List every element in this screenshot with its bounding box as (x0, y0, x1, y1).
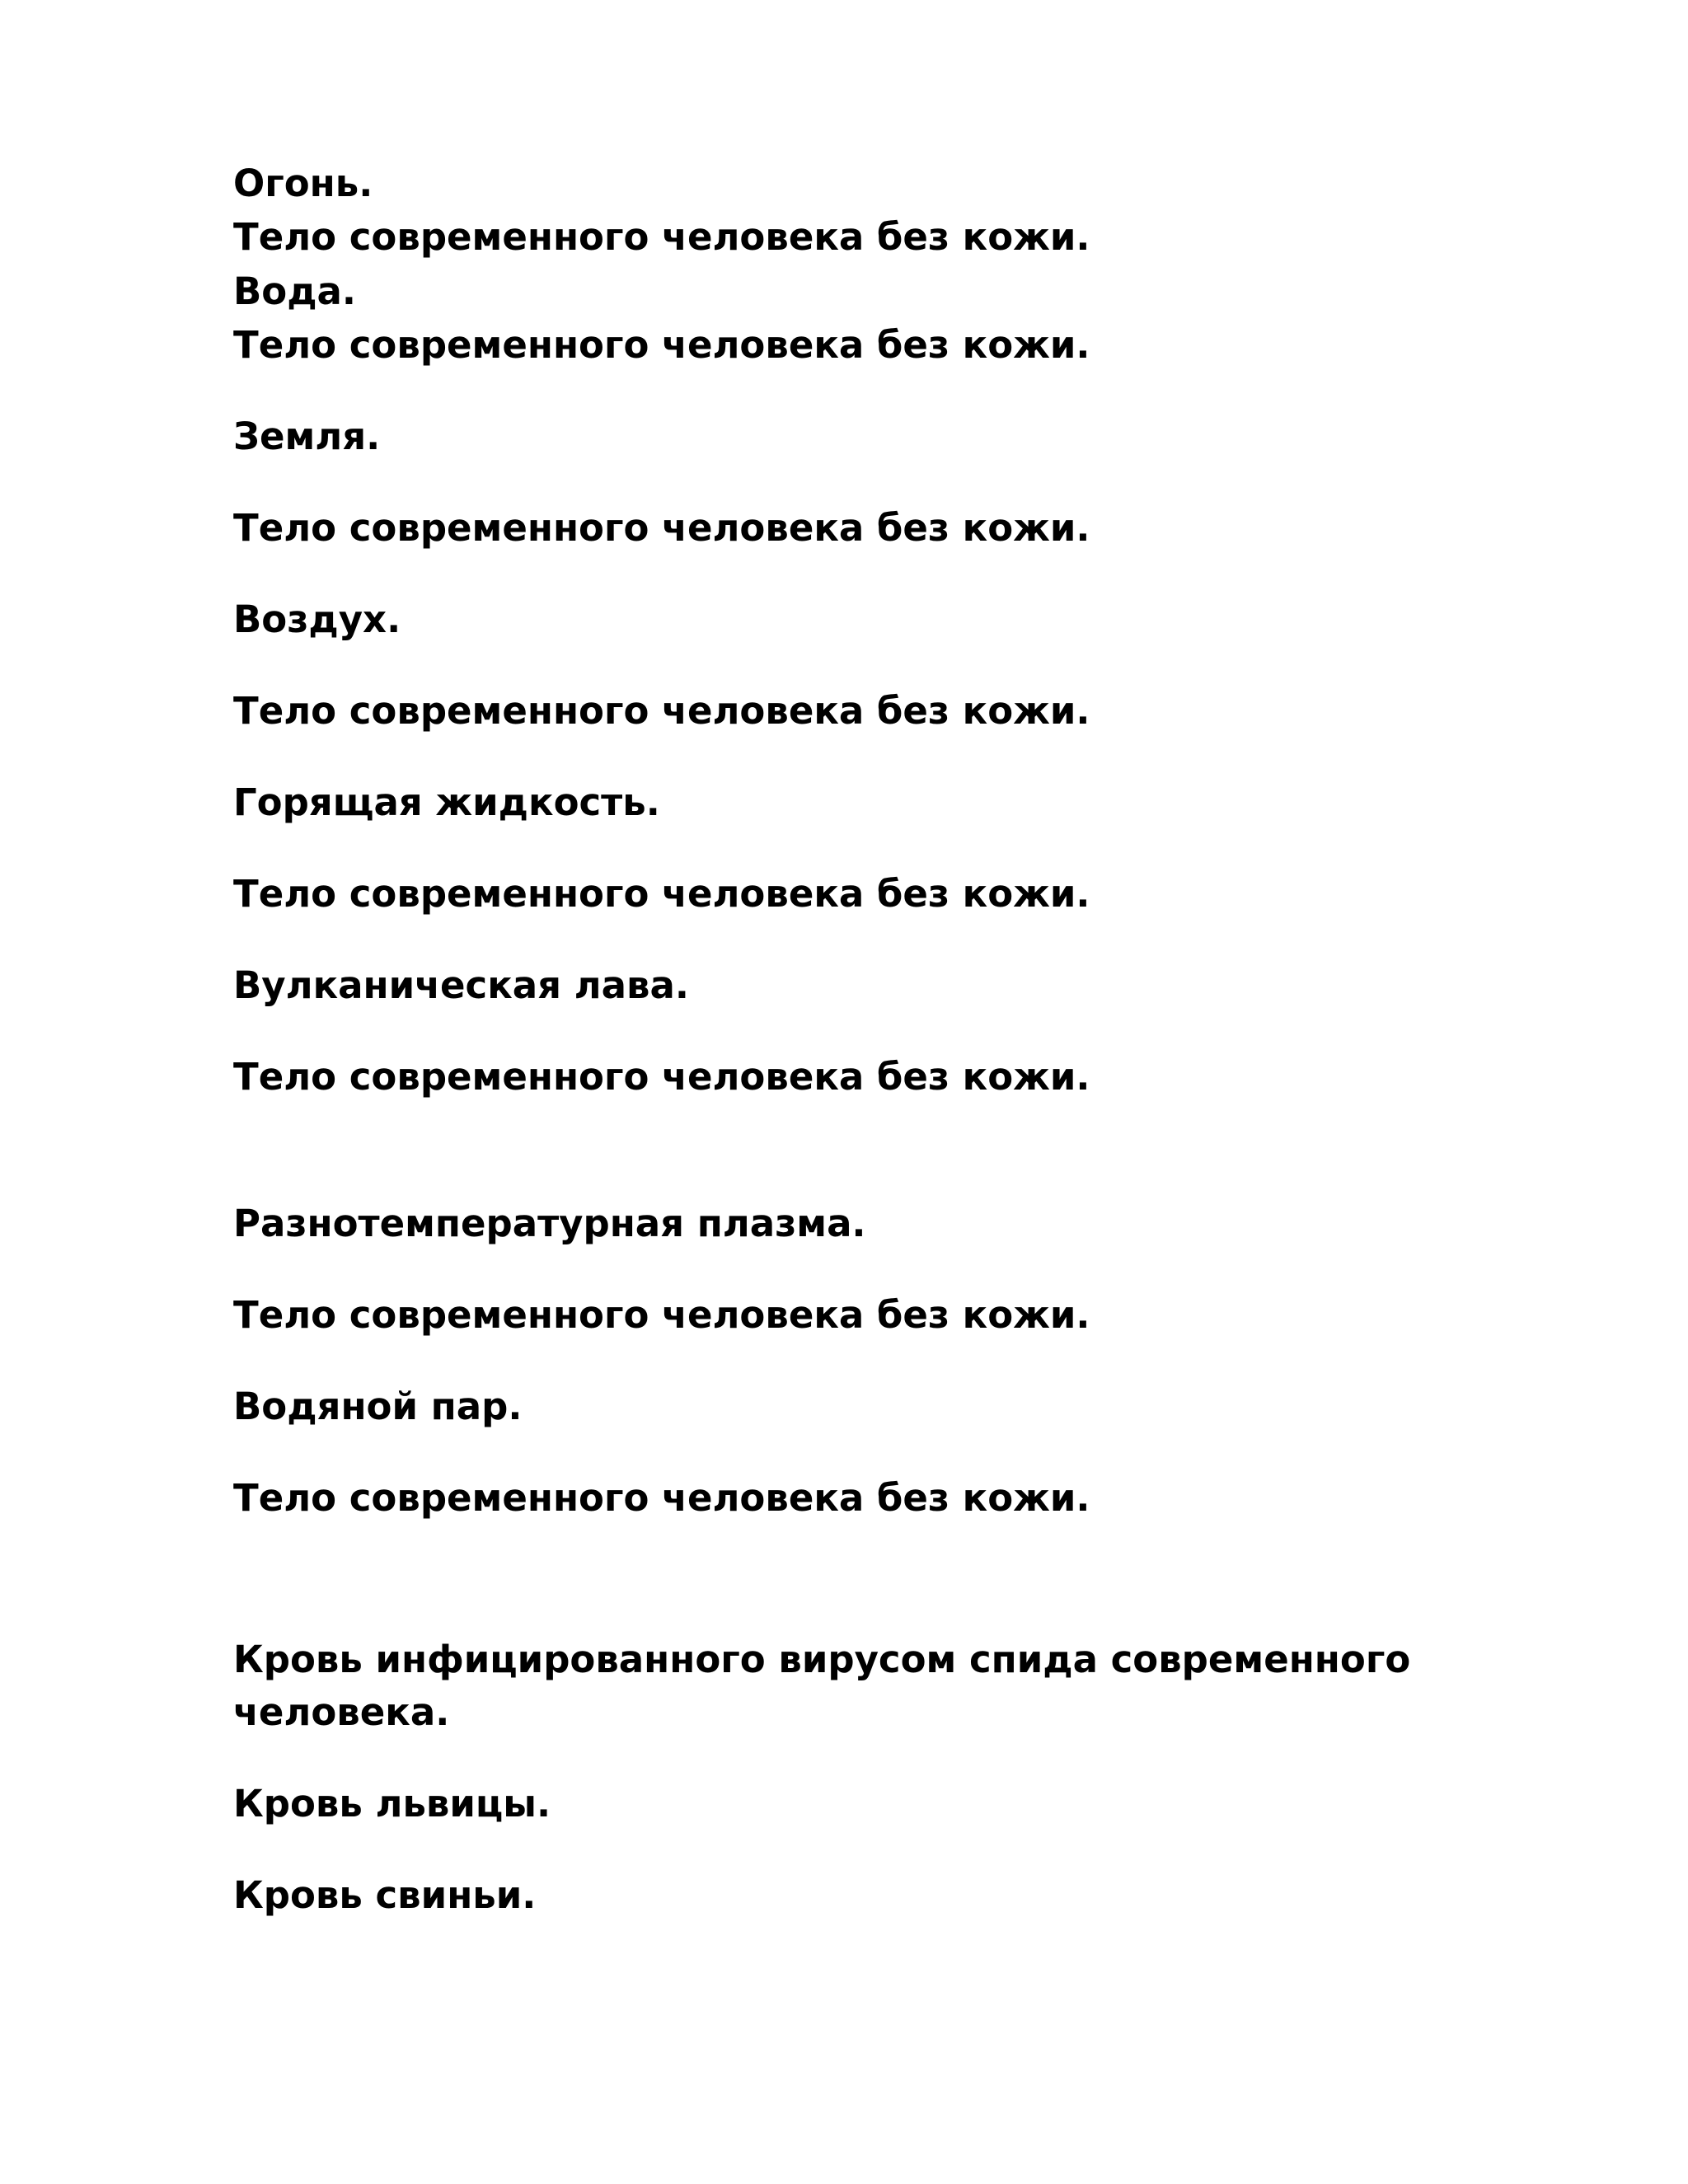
text-line: Кровь свиньи. (233, 1873, 537, 1917)
text-line: Тело современного человека без кожи. (233, 1055, 1090, 1099)
text-line: Тело современного человека без кожи. (233, 689, 1090, 733)
text-line: Вода. (233, 269, 357, 313)
text-line: Водяной пар. (233, 1385, 523, 1428)
text-line: Тело современного человека без кожи. (233, 323, 1090, 367)
text-line: Тело современного человека без кожи. (233, 1476, 1090, 1520)
text-line: Огонь. (233, 162, 373, 205)
text-line: Разнотемпературная плазма. (233, 1202, 866, 1245)
text-line: Кровь львицы. (233, 1782, 551, 1825)
text-line: Тело современного человека без кожи. (233, 872, 1090, 916)
text-line: Земля. (233, 415, 381, 458)
text-line: Тело современного человека без кожи. (233, 506, 1090, 550)
text-line: Воздух. (233, 598, 401, 641)
text-line: человека. (233, 1690, 450, 1734)
text-line: Кровь инфицированного вирусом спида современного (233, 1638, 1411, 1681)
text-line: Горящая жидкость. (233, 780, 660, 824)
text-line: Вулканическая лава. (233, 963, 689, 1007)
text-line: Тело современного человека без кожи. (233, 215, 1090, 259)
text-line: Тело современного человека без кожи. (233, 1293, 1090, 1337)
